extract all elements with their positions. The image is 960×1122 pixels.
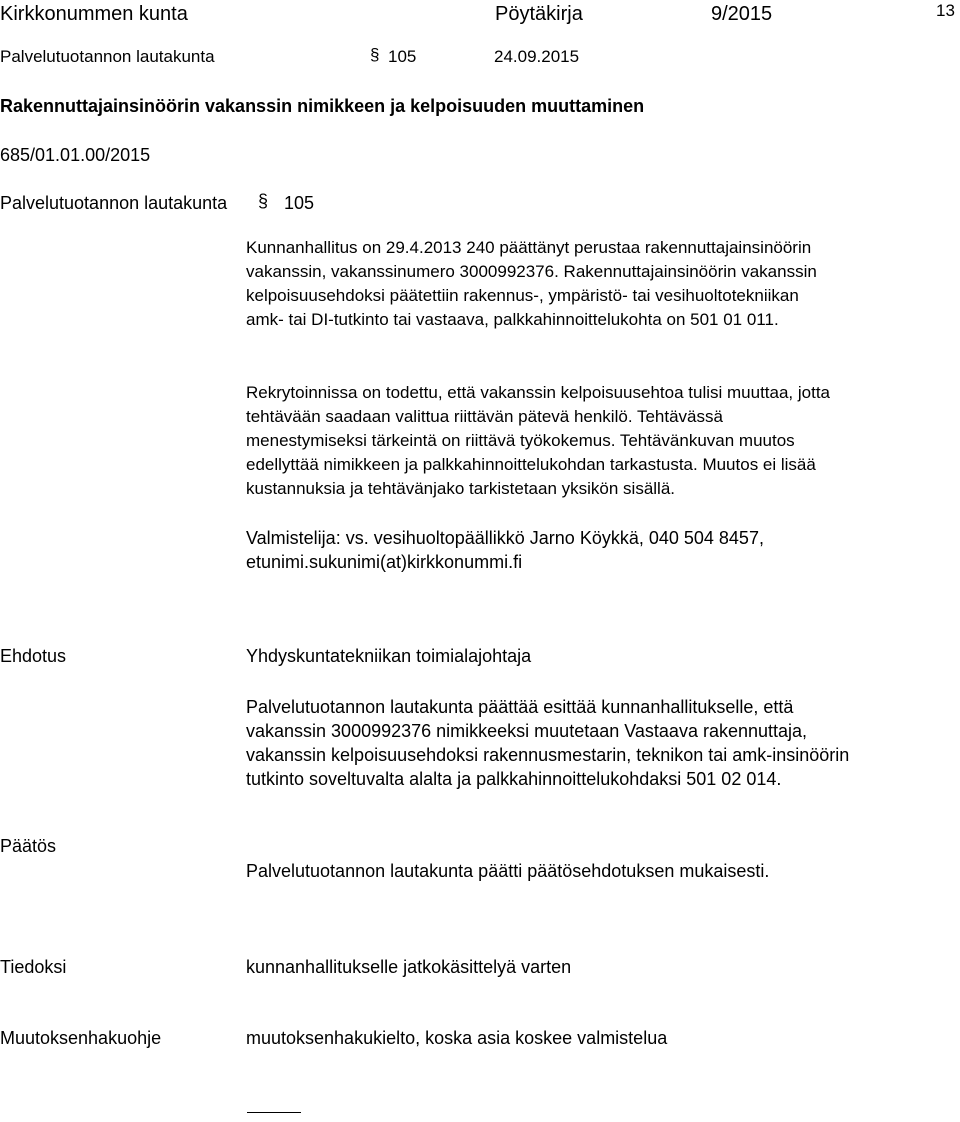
proposal-text [246,695,960,791]
description-paragraph-1 [246,236,960,332]
document-number: 9/2015 [711,3,773,25]
committee-section-number: 105 [284,193,315,213]
closing-divider [247,1112,301,1113]
text-line: Rekrytoinnissa on todettu, että vakanssin kelpoisuusehtoa tulisi muuttaa, jotta [246,383,831,402]
preparer-info [246,526,960,574]
text-line: edellyttää nimikkeen ja palkkahinnoittelukohdan tarkastusta. Muutos ei lisää [246,455,816,474]
text-line: vakanssin, vakanssinumero 3000992376. Rakennuttajainsinöörin vakanssin [246,262,817,281]
municipality-name: Kirkkonummen kunta [0,3,188,25]
text-line: Kunnanhallitus on 29.4.2013 240 päättänyt perustaa rakennuttajainsinöörin [246,238,812,257]
file-code: 685/01.01.00/2015 [0,145,151,165]
appeal-text: muutoksenhakukielto, koska asia koskee valmistelua [246,1028,668,1048]
decision-text: Palvelutuotannon lautakunta päätti päätösehdotuksen mukaisesti. [246,861,770,881]
appeal-label: Muutoksenhakuohje [0,1028,162,1048]
text-line: tehtävään saadaan valittua riittävän pätevä henkilö. Tehtävässä [246,407,723,426]
preparer-email: etunimi.sukunimi(at)kirkkonummi.fi [246,552,523,572]
committee-section-symbol: § [258,191,269,211]
item-title: Rakennuttajainsinöörin vakanssin nimikkeen ja kelpoisuuden muuttaminen [0,96,645,116]
text-line: kelpoisuusehdoksi päätettiin rakennus-, ympäristö- tai vesihuoltotekniikan [246,286,799,305]
notice-label: Tiedoksi [0,957,67,977]
decision-label: Päätös [0,836,57,856]
section-symbol: § [370,45,380,64]
proposal-label: Ehdotus [0,646,67,666]
text-line: menestymiseksi tärkeintä on riittävä työkokemus. Tehtävänkuvan muutos [246,431,795,450]
text-line: vakanssin 3000992376 nimikkeeksi muutetaan Vastaava rakennuttaja, [246,721,808,741]
section-number: 105 [388,47,417,66]
committee-section-name: Palvelutuotannon lautakunta [0,193,228,213]
text-line: Palvelutuotannon lautakunta päättää esittää kunnanhallitukselle, että [246,697,794,717]
notice-text: kunnanhallitukselle jatkokäsittelyä varten [246,957,572,977]
meeting-date: 24.09.2015 [494,47,580,66]
preparer-line: Valmistelija: vs. vesihuoltopäällikkö Jarno Köykkä, 040 504 8457, [246,528,764,548]
text-line: kustannuksia ja tehtävänjako tarkistetaan yksikön sisällä. [246,479,676,498]
text-line: amk- tai DI-tutkinto tai vastaava, palkkahinnoittelukohta on 501 01 011. [246,310,779,329]
document-type: Pöytäkirja [495,3,583,25]
text-line: tutkinto soveltuvalta alalta ja palkkahinnoittelukohdaksi 501 02 014. [246,769,782,789]
text-line: vakanssin kelpoisuusehdoksi rakennusmestarin, teknikon tai amk-insinöörin [246,745,850,765]
committee-name: Palvelutuotannon lautakunta [0,47,215,66]
page-number: 13 [936,1,955,20]
description-paragraph-2 [246,381,960,501]
proposer: Yhdyskuntatekniikan toimialajohtaja [246,646,532,666]
